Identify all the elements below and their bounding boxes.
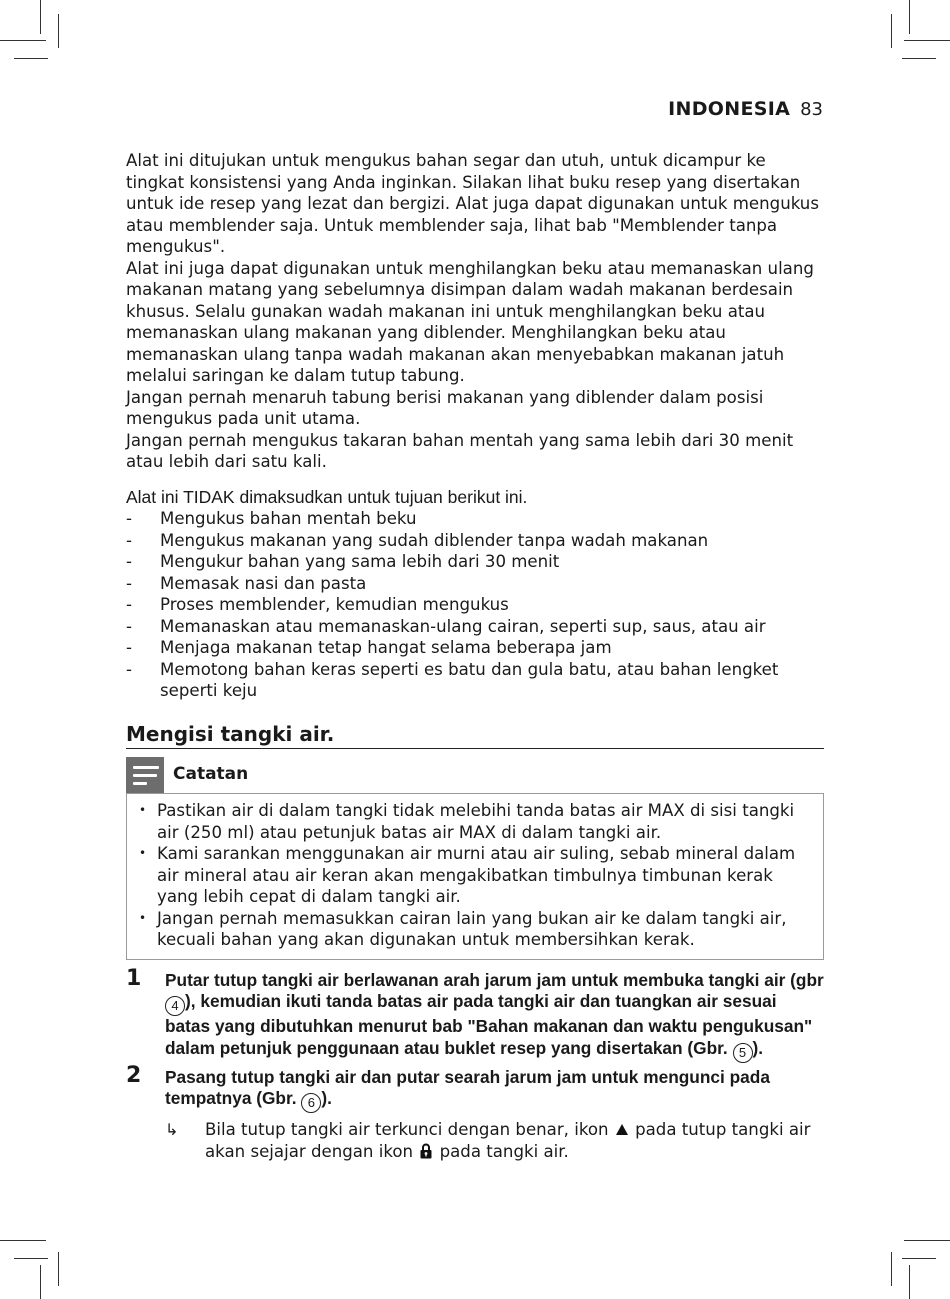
crop-mark	[909, 0, 910, 34]
not-intended-lead: Alat ini TIDAK dimaksudkan untuk tujuan berikut ini.	[126, 486, 528, 507]
language-label: INDONESIA	[668, 98, 791, 120]
crop-mark	[0, 40, 46, 41]
list-item: - Menjaga makanan tetap hangat selama beberapa jam	[126, 637, 824, 659]
crop-mark	[14, 1258, 48, 1259]
note-icon	[126, 757, 164, 793]
crop-mark	[40, 1265, 41, 1299]
step-2	[126, 1062, 824, 1163]
crop-mark	[904, 1240, 950, 1241]
triangle-icon	[616, 1124, 628, 1135]
list-item: - Mengukus bahan mentah beku	[126, 508, 824, 530]
list-item: - Memotong bahan keras seperti es batu dan gula batu, atau bahan lengket seperti keju	[126, 659, 824, 702]
figure-ref: 6	[301, 1093, 321, 1113]
note-box	[126, 793, 824, 960]
figure-ref: 4	[165, 996, 185, 1016]
note-list	[137, 800, 813, 951]
step-number: 2	[126, 1062, 142, 1088]
crop-mark	[0, 1240, 46, 1241]
step-1	[126, 965, 824, 1063]
crop-mark	[40, 0, 41, 34]
intro-paragraph: Alat ini ditujukan untuk mengukus bahan segar dan utuh, untuk dicampur ke tingkat konsistensi yang Anda inginkan. Silakan lihat buku resep yang disertakan untuk ide resep yang lezat dan bergizi. Alat juga dapat digunakan untuk mengukus atau memblender saja. Untuk memblender saja, lihat bab "Memblender tanpa mengukus".	[126, 151, 819, 256]
crop-mark	[58, 14, 59, 48]
section-title: Mengisi tangki air.	[126, 724, 824, 750]
page-content	[126, 150, 824, 1166]
step-text: Pasang tutup tangki air dan putar searah jarum jam untuk mengunci pada tempatnya (Gbr. 6 ).	[165, 1067, 770, 1109]
step-text: Putar tutup tangki air berlawanan arah jarum jam untuk membuka tangki air (gbr 4 ), kemudian ikuti tanda batas air pada tangki air dan tuangkan air sesuai batas yang dibutuhkan menurut bab "Bahan makanan dan waktu pengukusan" dalam petunjuk penggunaan atau buklet resep yang disertakan (Gbr. 5 ).	[165, 970, 824, 1058]
crop-mark	[891, 1252, 892, 1286]
step-result: ↳ Bila tutup tangki air terkunci dengan benar, ikon pada tutup tangki air akan sejajar dengan ikon pada tangki air.	[165, 1120, 811, 1161]
list-item: - Proses memblender, kemudian mengukus	[126, 594, 824, 616]
note-item: • Pastikan air di dalam tangki tidak melebihi tanda batas air MAX di sisi tangki air (250 ml) atau petunjuk batas air MAX di dalam tangki air.	[137, 800, 813, 843]
list-item: - Memasak nasi dan pasta	[126, 573, 824, 595]
note-header	[126, 757, 824, 793]
result-arrow-icon: ↳	[165, 1120, 179, 1139]
crop-mark	[14, 58, 48, 59]
crop-mark	[891, 14, 892, 48]
figure-ref: 5	[733, 1043, 753, 1063]
lock-icon	[420, 1143, 432, 1159]
crop-mark	[909, 1265, 910, 1299]
list-item: - Mengukus makanan yang sudah diblender tanpa wadah makanan	[126, 530, 824, 552]
crop-mark	[904, 40, 950, 41]
note-title: Catatan	[173, 764, 249, 785]
intro-paragraph: Jangan pernah menaruh tabung berisi makanan yang diblender dalam posisi mengukus pada unit utama.	[126, 387, 764, 428]
page-header	[668, 98, 823, 120]
intro-paragraph: Alat ini juga dapat digunakan untuk menghilangkan beku atau memanaskan ulang makanan matang yang sebelumnya disimpan dalam wadah makanan berdesain khusus. Selalu gunakan wadah makanan ini untuk menghilangkan beku atau memanaskan ulang makanan yang diblender. Menghilangkan beku atau memanaskan ulang tanpa wadah makanan akan menyebabkan makanan jatuh melalui saringan ke dalam tutup tabung.	[126, 258, 814, 385]
list-item: - Memanaskan atau memanaskan-ulang cairan, seperti sup, saus, atau air	[126, 616, 824, 638]
step-number: 1	[126, 965, 142, 991]
crop-mark	[58, 1252, 59, 1286]
steps	[126, 965, 824, 1163]
note-item: • Kami sarankan menggunakan air murni atau air suling, sebab mineral dalam air mineral atau air keran akan mengakibatkan timbulnya timbunan kerak yang lebih cepat di dalam tangki air.	[137, 843, 813, 908]
note-item: • Jangan pernah memasukkan cairan lain yang bukan air ke dalam tangki air, kecuali bahan yang akan digunakan untuk membersihkan kerak.	[137, 908, 813, 951]
intro-paragraph: Jangan pernah mengukus takaran bahan mentah yang sama lebih dari 30 menit atau lebih dari satu kali.	[126, 430, 794, 471]
crop-mark	[902, 1258, 936, 1259]
not-intended-list	[126, 508, 824, 702]
page-number: 83	[800, 99, 823, 120]
list-item: - Mengukur bahan yang sama lebih dari 30 menit	[126, 551, 824, 573]
crop-mark	[902, 58, 936, 59]
